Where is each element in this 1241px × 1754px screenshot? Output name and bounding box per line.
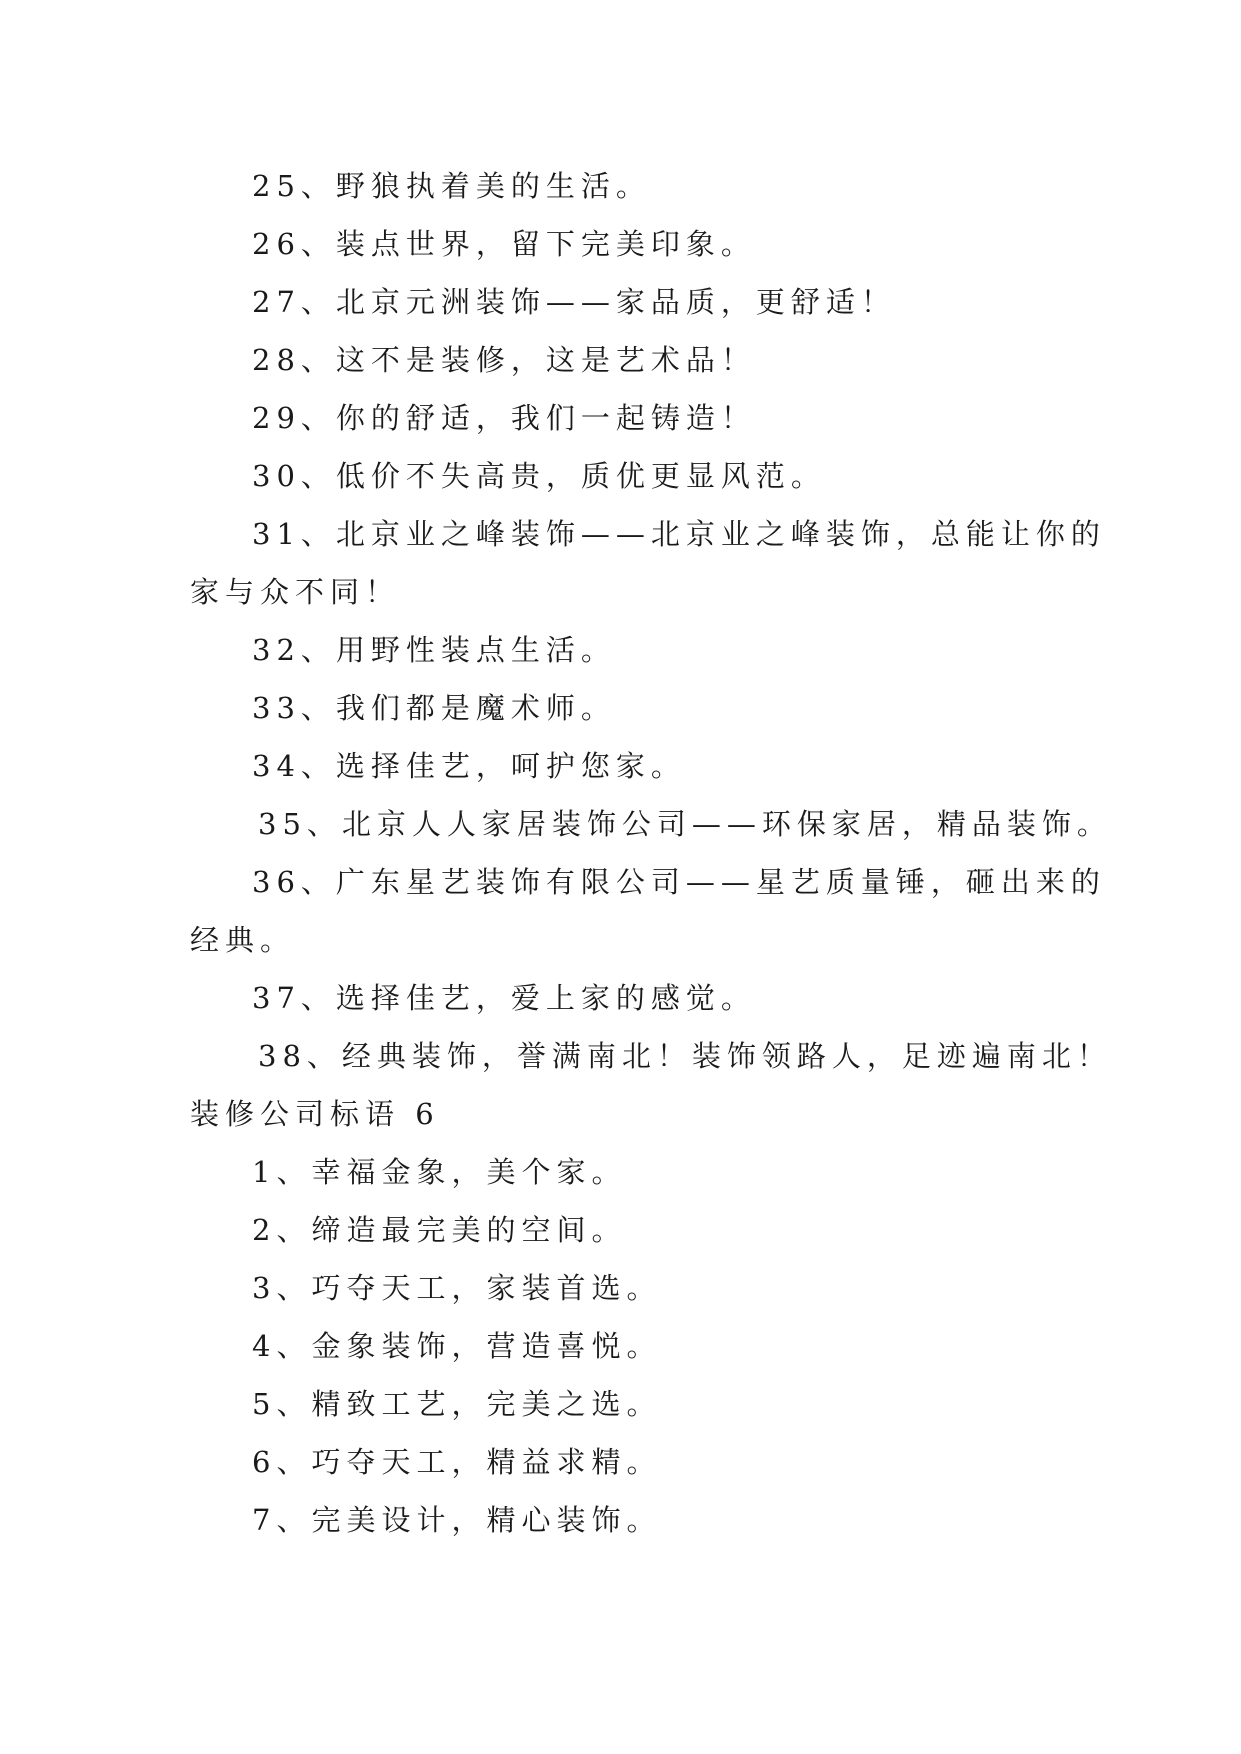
- slogan-37: 37、选择佳艺，爱上家的感觉。: [252, 981, 756, 1015]
- slogan-2: 2、缔造最完美的空间。: [252, 1213, 627, 1247]
- slogan-3: 3、巧夺天工，家装首选。: [252, 1271, 662, 1305]
- slogan-6: 6、巧夺天工，精益求精。: [252, 1445, 662, 1479]
- slogan-36: 36、广东星艺装饰有限公司——星艺质量锤，砸出来的: [252, 865, 1106, 899]
- slogan-38: 38、经典装饰，誉满南北！装饰领路人，足迹遍南北！: [258, 1039, 1112, 1073]
- slogan-32: 32、用野性装点生活。: [252, 633, 616, 667]
- slogan-28: 28、这不是装修，这是艺术品！: [252, 343, 756, 377]
- slogan-29: 29、你的舒适，我们一起铸造！: [252, 401, 756, 435]
- slogan-5: 5、精致工艺，完美之选。: [252, 1387, 662, 1421]
- slogan-7: 7、完美设计，精心装饰。: [252, 1503, 662, 1537]
- slogan-4: 4、金象装饰，营造喜悦。: [252, 1329, 662, 1363]
- slogan-35: 35、北京人人家居装饰公司——环保家居，精品装饰。: [258, 807, 1112, 841]
- section-heading: 装修公司标语 6: [190, 1097, 440, 1131]
- slogan-33: 33、我们都是魔术师。: [252, 691, 616, 725]
- slogan-1: 1、幸福金象，美个家。: [252, 1155, 627, 1189]
- slogan-36-continued: 经典。: [190, 923, 296, 957]
- slogan-30: 30、低价不失高贵，质优更显风范。: [252, 459, 826, 493]
- slogan-26: 26、装点世界，留下完美印象。: [252, 227, 756, 261]
- slogan-34: 34、选择佳艺，呵护您家。: [252, 749, 686, 783]
- slogan-27: 27、北京元洲装饰——家品质，更舒适！: [252, 285, 896, 319]
- slogan-25: 25、野狼执着美的生活。: [252, 169, 651, 203]
- slogan-31: 31、北京业之峰装饰——北京业之峰装饰，总能让你的: [252, 517, 1106, 551]
- slogan-31-continued: 家与众不同！: [190, 575, 401, 609]
